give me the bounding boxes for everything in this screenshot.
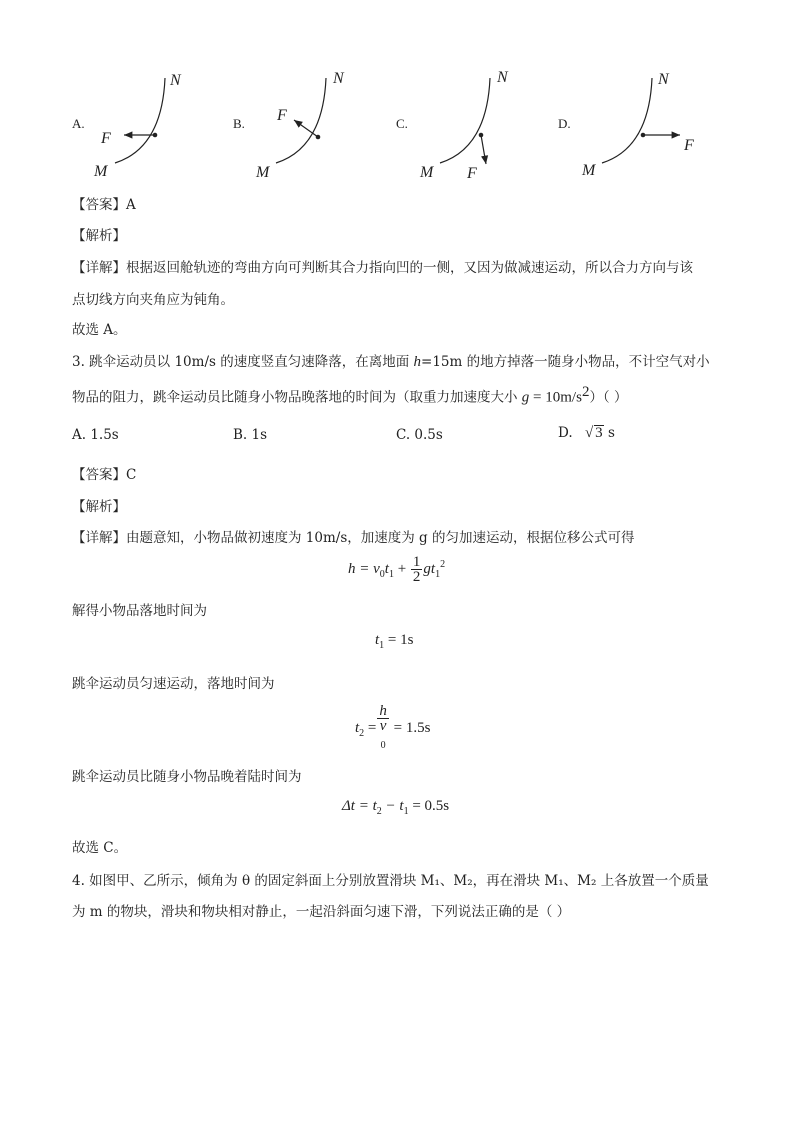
q2-detail-line2: 点切线方向夹角应为钝角。 — [72, 292, 234, 308]
option-c-label: C. — [396, 116, 408, 131]
q2-answer: 【答案】A — [72, 197, 136, 213]
q3-uniform-text: 跳伞运动员匀速运动，落地时间为 — [72, 676, 275, 692]
diagram-option-d — [581, 71, 694, 179]
q3-option-a: A. 1.5s — [72, 427, 119, 443]
svg-text:M: M — [420, 164, 434, 181]
q4-question-line1: 4. 如图甲、乙所示，倾角为 θ 的固定斜面上分别放置滑块 M₁、M₂，再在滑块 M₁、M₂ 上各放置一个质量 — [72, 873, 709, 889]
q3-question-line2: 物品的阻力，跳伞运动员比随身小物品晚落地的时间为（取重力加速度大小 $g = 10m/s^2$）（ ） — [72, 384, 628, 406]
equation-delta-t: $\Delta t = t_2 - t_1 = 0.5s$ — [342, 798, 450, 817]
svg-text:M: M — [94, 163, 108, 180]
svg-text:F: F — [277, 107, 287, 124]
q3-option-b: B. 1s — [233, 427, 268, 443]
q3-detail: 【详解】由题意知，小物品做初速度为 10m/s，加速度为 g 的匀加速运动，根据位移公式可得 — [72, 530, 635, 546]
svg-text:F: F — [467, 165, 477, 182]
diagram-option-b — [255, 70, 345, 181]
svg-text:N: N — [333, 70, 344, 87]
q3-solve-text: 解得小物品落地时间为 — [72, 603, 207, 619]
svg-text:M: M — [582, 162, 596, 179]
option-a-label: A. — [72, 116, 85, 131]
q4-question-line2: 为 m 的物块，滑块和物块相对静止，一起沿斜面匀速下滑，下列说法正确的是（ ） — [72, 904, 571, 920]
q3-option-c: C. 0.5s — [396, 427, 443, 443]
q2-choice: 故选 A。 — [72, 322, 127, 338]
diagram-option-c — [419, 69, 509, 182]
q3-analysis-label: 【解析】 — [72, 499, 126, 515]
diagram-option-a — [93, 72, 182, 180]
q3-answer: 【答案】C — [72, 467, 137, 483]
svg-text:F: F — [101, 130, 111, 147]
option-d-label: D. — [558, 116, 571, 131]
svg-text:N: N — [658, 71, 669, 88]
svg-text:N: N — [497, 69, 508, 86]
equation-t1: $t_1 = 1s$ — [375, 632, 414, 651]
q3-question-line1: 3. 跳伞运动员以 10m/s 的速度竖直匀速降落，在离地面 h=15m 的地方掉落一随身小物品，不计空气对小 — [72, 354, 710, 370]
q2-detail-line1: 【详解】根据返回舱轨迹的弯曲方向可判断其合力指向凹的一侧，又因为做减速运动，所以合力方向与该 — [72, 260, 693, 276]
equation-t2: $t_2$ = h v $_0$ = 1.5s — [355, 703, 431, 751]
trajectory-diagrams — [0, 60, 794, 190]
equation-displacement: $h = v_0t_1$ + $\frac{1}{2}$ $gt_1^2$ — [348, 554, 446, 585]
svg-text:F: F — [684, 137, 694, 154]
q2-analysis-label: 【解析】 — [72, 228, 126, 244]
option-b-label: B. — [233, 116, 245, 131]
q3-choice: 故选 C。 — [72, 840, 128, 856]
svg-text:N: N — [170, 72, 181, 89]
svg-text:M: M — [256, 164, 270, 181]
q3-option-d: D. √ 3 s — [558, 425, 615, 441]
q3-later-text: 跳伞运动员比随身小物品晚着陆时间为 — [72, 769, 302, 785]
